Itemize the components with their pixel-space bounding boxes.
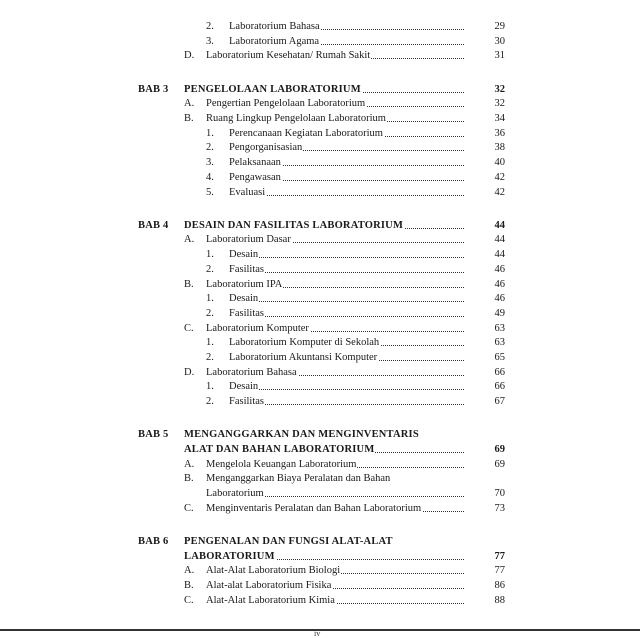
toc-entry-title: Laboratorium Akuntansi Komputer [229, 352, 378, 363]
toc-entry-label: C. [184, 502, 194, 514]
toc-entry-page: 42 [464, 171, 505, 184]
toc-entry-page: 69 [464, 443, 505, 456]
toc-chapter-row[interactable] [0, 428, 640, 441]
toc-entry-label: 3. [206, 157, 214, 169]
toc-entry-page: 67 [464, 395, 505, 408]
dot-leader [229, 301, 494, 302]
toc-entry-title: Pengawasan [229, 171, 281, 183]
toc-entry-label: C. [184, 322, 194, 334]
toc-entry-page: 65 [464, 351, 505, 364]
toc-entry-title: Laboratorium Kesehatan/ Rumah Sakit [206, 50, 371, 62]
toc-entry[interactable] [0, 97, 640, 110]
toc-entry-title: Menginventaris Peralatan dan Bahan Laboratorium [206, 502, 422, 514]
toc-entry-page: 44 [464, 219, 505, 232]
toc-entry-label: 2. [206, 21, 214, 32]
toc-entry-title: Laboratorium [206, 488, 264, 500]
toc-entry[interactable] [0, 233, 640, 246]
toc-entry-title: Laboratorium Bahasa [229, 21, 320, 32]
dot-leader [229, 316, 494, 317]
toc-entry[interactable] [0, 112, 640, 125]
dot-leader [229, 272, 494, 273]
toc-entry-page: 31 [464, 49, 505, 62]
toc-entry-title: Menganggarkan Biaya Peralatan dan Bahan [206, 473, 391, 485]
toc-entry[interactable] [0, 156, 640, 169]
toc-entry[interactable] [0, 502, 640, 515]
toc-entry[interactable] [0, 472, 640, 485]
toc-entry-label: 1. [206, 293, 214, 305]
toc-entry-title: Alat-Alat Laboratorium Biologi [206, 565, 341, 577]
toc-entry[interactable] [0, 336, 640, 349]
toc-entry-page: 77 [464, 564, 505, 577]
toc-entry-title: Laboratorium Komputer [206, 322, 309, 334]
dot-leader [229, 195, 494, 196]
toc-entry-page: 32 [464, 97, 505, 110]
toc-entry-title: Laboratorium IPA [206, 278, 283, 290]
toc-entry-title: Laboratorium Komputer di Sekolah [229, 337, 380, 349]
toc-entry-page: 34 [464, 112, 505, 125]
dot-leader [229, 257, 494, 258]
toc-entry-title: Mengelola Keuangan Laboratorium [206, 458, 357, 470]
toc-entry-label: 1. [206, 337, 214, 349]
toc-entry[interactable] [0, 395, 640, 408]
toc-entry-title: Desain [229, 293, 259, 305]
toc-entry-label: C. [184, 594, 194, 606]
toc-entry-page: 40 [464, 156, 505, 169]
toc-entry[interactable] [0, 322, 640, 335]
toc-entry-title: Perencanaan Kegiatan Laboratorium [229, 127, 383, 139]
toc-entry-page: 38 [464, 141, 505, 154]
toc-entry[interactable] [0, 186, 640, 199]
toc-chapter-row[interactable] [0, 550, 640, 563]
toc-entry-label: A. [184, 234, 195, 246]
toc-entry[interactable] [0, 380, 640, 393]
toc-entry-title: Fasilitas [229, 307, 265, 319]
toc-entry-page: 66 [464, 380, 505, 393]
toc-entry-page: 46 [464, 292, 505, 305]
toc-entry[interactable] [0, 292, 640, 305]
toc-entry-title: Alat-Alat Laboratorium Kimia [206, 594, 335, 606]
toc-entry-title: Laboratorium Agama [229, 35, 320, 47]
toc-entry-page: 88 [464, 594, 505, 607]
toc-entry-label: 4. [206, 171, 214, 183]
toc-entry-label: 2. [206, 352, 214, 363]
toc-entry-label: BAB 3 [138, 83, 169, 95]
toc-entry-title: Ruang Lingkup Pengelolaan Laboratorium [206, 113, 386, 124]
toc-entry-page: 44 [464, 233, 505, 246]
toc-entry-title: Alat-alat Laboratorium Fisika [206, 580, 332, 592]
toc-entry-page: 29 [464, 20, 505, 33]
toc-entry-page: 66 [464, 366, 505, 379]
toc-entry-title: Pengorganisasian [229, 142, 303, 154]
toc-entry[interactable] [0, 49, 640, 62]
toc-entry[interactable] [0, 594, 640, 607]
toc-entry[interactable] [0, 278, 640, 291]
toc-entry-title: MENGANGGARKAN DAN MENGINVENTARIS [184, 429, 419, 441]
toc-entry-label: BAB 4 [138, 219, 169, 231]
toc-entry[interactable] [0, 307, 640, 320]
toc-entry-title: Evaluasi [229, 186, 266, 198]
toc-entry-label: A. [184, 98, 195, 110]
toc-entry-label: 1. [206, 249, 214, 261]
toc-entry-label: B. [184, 473, 194, 485]
toc-entry[interactable] [0, 127, 640, 140]
toc-entry-page: 32 [464, 83, 505, 96]
toc-entry[interactable] [0, 564, 640, 577]
toc-entry-label: 2. [206, 307, 214, 319]
toc-entry-page: 69 [464, 458, 505, 471]
page-number: iv [314, 629, 321, 638]
toc-entry-page: 46 [464, 278, 505, 291]
toc-entry-title: Fasilitas [229, 263, 265, 275]
toc-entry-label: BAB 6 [138, 536, 169, 547]
toc-entry-label: B. [184, 113, 194, 124]
toc-entry-label: B. [184, 278, 194, 290]
toc-entry[interactable] [0, 141, 640, 154]
toc-entry-title: Laboratorium Dasar [206, 234, 291, 246]
toc-entry-title: DESAIN DAN FASILITAS LABORATORIUM [184, 219, 404, 231]
toc-entry-title: Desain [229, 249, 259, 261]
toc-entry-label: B. [184, 580, 194, 592]
toc-entry-label: 1. [206, 381, 214, 393]
toc-entry-page: 44 [464, 248, 505, 261]
toc-entry-page: 46 [464, 263, 505, 276]
toc-entry-label: BAB 5 [138, 429, 169, 441]
toc-entry-label: 2. [206, 263, 214, 275]
toc-chapter-row[interactable] [0, 443, 640, 456]
toc-entry-page: 70 [464, 487, 505, 500]
toc-entry-title: Pengertian Pengelolaan Laboratorium [206, 98, 366, 110]
toc-chapter-row[interactable] [0, 83, 640, 96]
toc-entry-title: Desain [229, 381, 259, 393]
toc-entry[interactable] [0, 263, 640, 276]
toc-entry-page: 63 [464, 322, 505, 335]
toc-entry-page: 30 [464, 35, 505, 48]
toc-entry-title: Fasilitas [229, 396, 265, 408]
toc-entry-title: PENGENALAN DAN FUNGSI ALAT-ALAT [184, 536, 393, 547]
toc-entry-title: LABORATORIUM [184, 550, 275, 562]
toc-entry[interactable] [0, 248, 640, 261]
toc-entry-label: 2. [206, 396, 214, 408]
toc-entry-page: 42 [464, 186, 505, 199]
toc-entry-page: 73 [464, 502, 505, 515]
toc-chapter-row[interactable] [0, 535, 640, 548]
toc-entry-label: A. [184, 458, 195, 470]
toc-entry-page: 86 [464, 579, 505, 592]
toc-entry-label: A. [184, 565, 195, 577]
toc-entry-title: Laboratorium Bahasa [206, 366, 297, 378]
toc-entry-label: 1. [206, 127, 214, 139]
toc-entry-page: 63 [464, 336, 505, 349]
toc-entry-title: PENGELOLAAN LABORATORIUM [184, 83, 361, 95]
toc-entry[interactable] [0, 35, 640, 48]
toc-entry[interactable] [0, 351, 640, 364]
toc-entry-page: 77 [464, 550, 505, 563]
toc-entry[interactable] [0, 458, 640, 471]
toc-entry[interactable] [0, 487, 640, 500]
toc-chapter-row[interactable] [0, 219, 640, 232]
dot-leader [229, 389, 494, 390]
toc-entry-page: 36 [464, 127, 505, 140]
toc-entry-label: 2. [206, 142, 214, 154]
toc-entry-page: 49 [464, 307, 505, 320]
toc-entry-label: D. [184, 366, 195, 378]
toc-entry-title: Pelaksanaan [229, 157, 281, 169]
toc-entry-label: 5. [206, 186, 214, 198]
toc-entry[interactable] [0, 20, 640, 33]
toc-entry[interactable] [0, 171, 640, 184]
toc-entry[interactable] [0, 366, 640, 379]
toc-entry-title: ALAT DAN BAHAN LABORATORIUM [184, 444, 375, 455]
toc-entry-label: D. [184, 50, 195, 62]
dot-leader [229, 404, 494, 405]
toc-entry[interactable] [0, 579, 640, 592]
toc-entry-label: 3. [206, 35, 214, 47]
